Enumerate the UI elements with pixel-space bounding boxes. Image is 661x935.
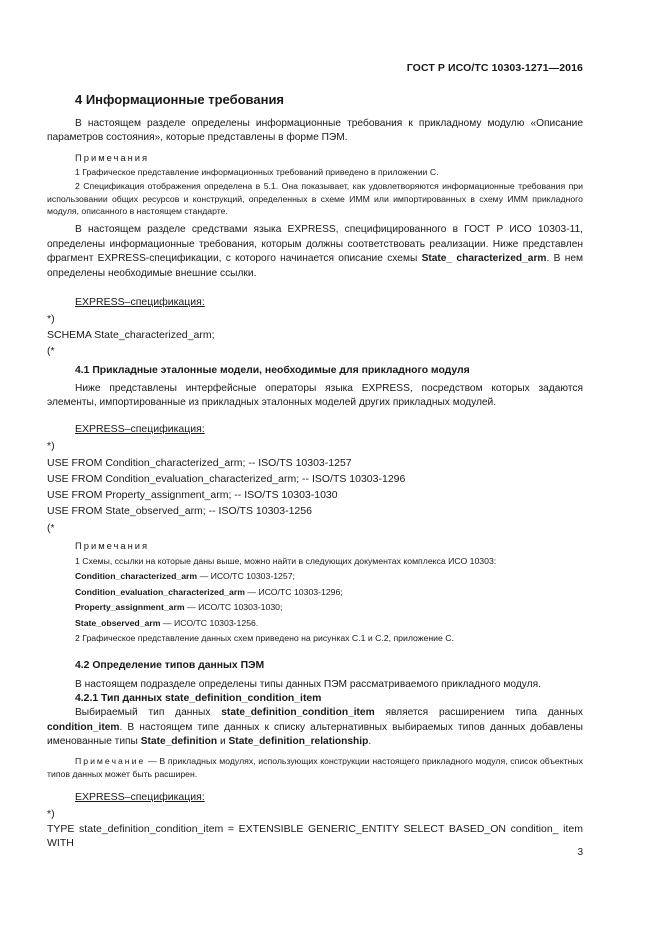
express-spec-label: EXPRESS–спецификация:: [75, 296, 205, 309]
page-content: [47, 92, 583, 850]
ref-line: Property_assignment_arm — ИСО/ТС 10303-1030;: [75, 602, 283, 613]
page-number: 3: [577, 847, 583, 858]
notes-label: Примечания: [75, 539, 150, 551]
section-4-2-intro: В настоящем подразделе определены типы данных ПЭМ рассматриваемого прикладного модуля.: [75, 678, 541, 690]
express-spec-label: EXPRESS–спецификация:: [75, 423, 205, 436]
note-2: 2 Спецификация отображения определена в 5.1. Она показывает, как удовлетворяются информационные требования при использовании общих ресурсов и конструкций, определенных в схеме ИММ или импортированных в схему ИММ прикладного модуля, описанного в настоящем стандарте.: [47, 181, 583, 217]
schema-name: State_ characterized_arm: [421, 253, 547, 265]
section-4-para-2: В настоящем разделе средствами языка EXPRESS, специфицированного в ГОСТ Р ИСО 10303-11, определены информационные требования, которым должны соответствовать реализации. Ниже представлен фрагмент EXPRESS-спецификации, с которого начинается описание схемы State_ characterized_arm. В нем определены необходимые внешние ссылки.: [47, 224, 583, 279]
code-close: (*: [47, 521, 55, 534]
code-open: *): [47, 440, 55, 453]
ref-line: Condition_characterized_arm — ИСО/ТС 10303-1257;: [75, 571, 295, 582]
ref-line: State_observed_arm — ИСО/ТС 10303-1256.: [75, 617, 259, 628]
section-4-2-title: 4.2 Определение типов данных ПЭМ: [75, 659, 265, 671]
code-use-1: USE FROM Condition_characterized_arm; -- ISO/TS 10303-1257: [47, 456, 352, 469]
code-open: *): [47, 313, 55, 326]
note-inline: Примечание — В прикладных модулях, использующих конструкции настоящего прикладного модуля, список объектных типов данных может быть расширен.: [47, 756, 583, 779]
section-4-2-1-title: 4.2.1 Тип данных state_definition_condition_item: [75, 693, 322, 705]
document-header: ГОСТ Р ИСО/ТС 10303-1271—2016: [406, 62, 583, 74]
code-use-4: USE FROM State_observed_arm; -- ISO/TS 10303-1256: [47, 505, 312, 518]
section-4-title: 4 Информационные требования: [75, 92, 285, 107]
code-open: *): [47, 808, 55, 821]
express-spec-label: EXPRESS–спецификация:: [75, 791, 205, 804]
code-close: (*: [47, 345, 55, 358]
code-schema: SCHEMA State_characterized_arm;: [47, 329, 215, 342]
note-1: 1 Графическое представление информационных требований приведено в приложении С.: [75, 166, 439, 177]
note-2: 2 Графическое представление данных схем приведено на рисунках С.1 и С.2, приложение С.: [75, 633, 454, 644]
notes-label: Примечания: [75, 151, 150, 163]
code-type: TYPE state_definition_condition_item = EXTENSIBLE GENERIC_ENTITY SELECT BASED_ON condition_ item WITH: [47, 823, 583, 850]
section-4-1-title: 4.1 Прикладные эталонные модели, необходимые для прикладного модуля: [75, 364, 470, 376]
section-4-2-1-para: Выбираемый тип данных state_definition_condition_item является расширением типа данных condition_item. В настоящем типе данных к списку альтернативных выбираемых типов данных добавлены именованные типы State_definition и State_definition_relationship.: [47, 707, 583, 747]
section-4-1-intro: Ниже представлены интерфейсные операторы языка EXPRESS, посредством которых задаются элементы, импортированные из прикладных эталонных моделей других прикладных модулей.: [47, 382, 583, 409]
code-use-2: USE FROM Condition_evaluation_characterized_arm; -- ISO/TS 10303-1296: [47, 472, 406, 485]
ref-line: Condition_evaluation_characterized_arm — ИСО/ТС 10303-1296;: [75, 586, 343, 597]
code-use-3: USE FROM Property_assignment_arm; -- ISO/TS 10303-1030: [47, 489, 338, 502]
note-1: 1 Схемы, ссылки на которые даны выше, можно найти в следующих документах комплекса ИСО 10303:: [75, 555, 497, 566]
section-4-intro: В настоящем разделе определены информационные требования к прикладному модулю «Описание параметров состояния», которые представлены в форме ПЭМ.: [47, 118, 583, 144]
